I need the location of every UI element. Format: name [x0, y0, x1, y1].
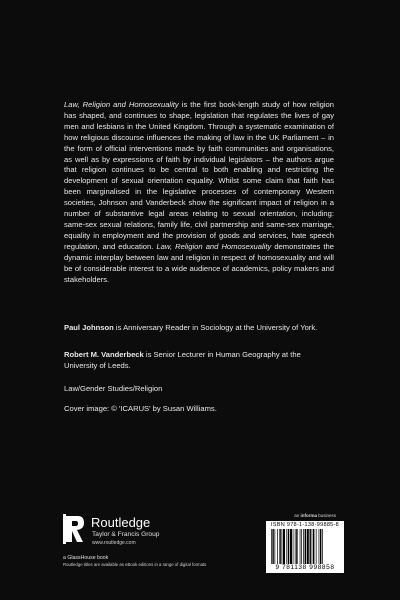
book-title-italic: Law, Religion and Homosexuality — [64, 100, 179, 109]
informa-brand: informa — [300, 513, 317, 518]
publisher-name: Routledge — [91, 515, 151, 530]
author-bio — [64, 349, 334, 371]
author-affiliation: is Anniversary Reader in Sociology at the University of York. — [113, 323, 318, 332]
description-text: is the first book-length study of how religion has shaped, and continues to shape, legislation that regulates the lives of gay men and lesbians in the United Kingdom. Through a systematic examination of how religious discourse influences the making of law in the UK Parliament – in the form of official interventions made by faith communities and organisations, as well as by expressions of faith by individual legislators – the authors argue that religion continues to be central to both enabling and restricting the development of sexual orientation equality. Whilst some claim that faith has been marginalised in the legislative processes of contemporary Western societies, Johnson and Vanderbeck show the significant impact of religion in a number of substantive legal areas relating to sexual orientation, including: same-sex sexual relations, family life, civil partnership and same-sex marriage, equality in employment and the provision of goods and services, hate speech regulation, and education. — [64, 100, 335, 251]
isbn-barcode — [266, 521, 344, 573]
cover-image-credit: Cover image: © 'ICARUS' by Susan Williams. — [64, 404, 217, 413]
book-description — [64, 100, 334, 285]
book-title-italic: Law, Religion and Homosexuality — [156, 241, 272, 251]
author-name: Robert M. Vanderbeck — [64, 350, 144, 359]
barcode-bars — [270, 529, 340, 564]
routledge-r-icon — [63, 514, 85, 544]
ebook-availability-note: Routledge titles are available as eBook editions in a range of digital formats — [63, 562, 207, 567]
description-text: demonstrates the dynamic interplay between law and religion in respect of homosexuality and will be of considerable interest to a wide audience of academics, policy makers and stakeholders. — [64, 241, 334, 284]
subject-categories: Law/Gender Studies/Religion — [64, 384, 163, 393]
imprint-label: a GlassHouse book — [63, 555, 109, 561]
publisher-url: www.routledge.com — [92, 540, 136, 546]
publisher-logo — [63, 512, 213, 552]
informa-business-tag: an informa business — [294, 513, 336, 518]
barcode-digits: 9 781138 998858 — [275, 564, 335, 571]
author-name: Paul Johnson — [64, 323, 114, 332]
isbn-number: ISBN 978-1-138-99885-8 — [270, 522, 340, 528]
publisher-group: Taylor & Francis Group — [92, 531, 160, 538]
author-bio — [64, 322, 334, 333]
author-affiliation: is Senior Lecturer in Human Geography at the University of Leeds. — [64, 350, 301, 370]
